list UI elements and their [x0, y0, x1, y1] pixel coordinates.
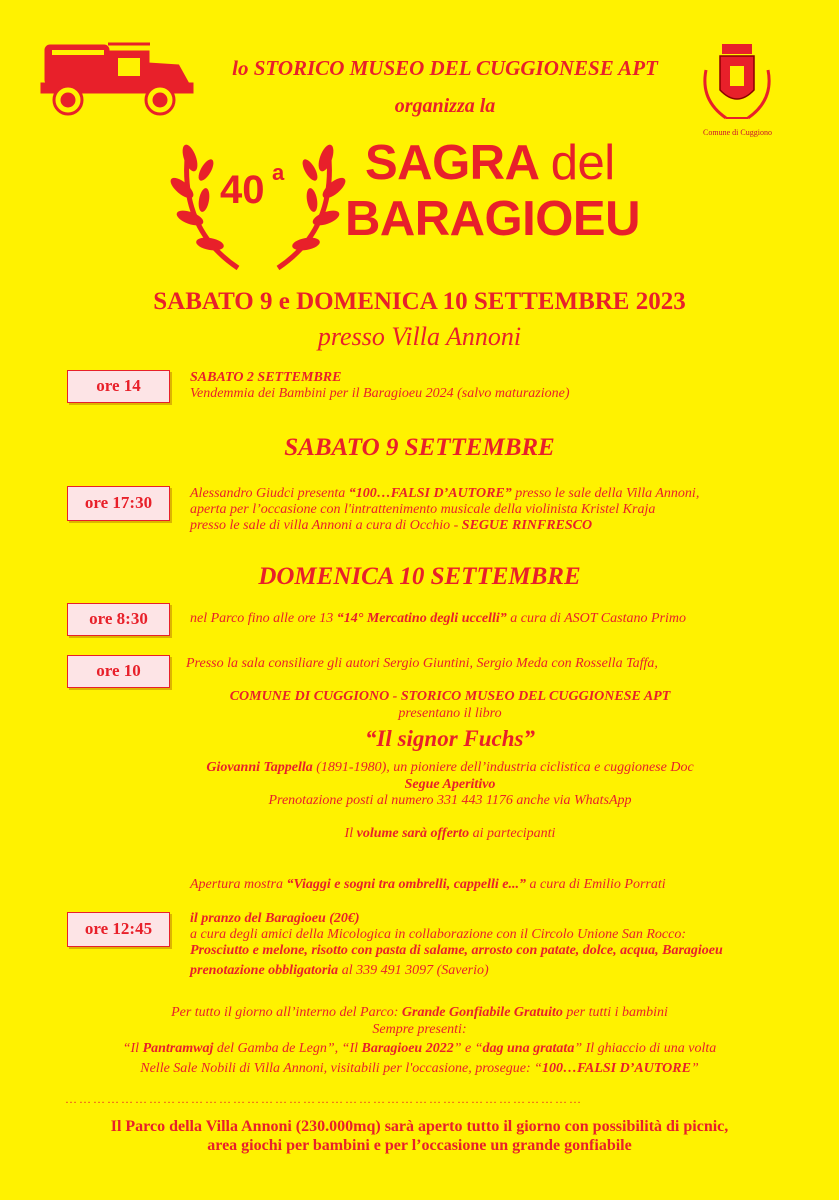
- allday-always-present: Sempre presenti:: [372, 1022, 467, 1037]
- organizes-text: organizza la: [394, 95, 496, 117]
- pre-event-text: SABATO 2 SETTEMBRE Vendemmia dei Bambini per il Baragioeu 2024 (salvo maturazione): [190, 370, 570, 401]
- time-box-10: ore 10: [67, 655, 170, 688]
- allday-gonfiabile: Per tutto il giorno all’interno del Parco: Grande Gonfiabile Gratuito per tutti i bambini: [171, 1005, 668, 1020]
- volume-offer: Il volume sarà offerto ai partecipanti: [344, 826, 556, 841]
- aperitivo-text: Segue Aperitivo: [404, 777, 496, 792]
- event-title-line2: BARAGIOEU: [345, 192, 640, 246]
- book-presenters: COMUNE DI CUGGIONO - STORICO MUSEO DEL CUGGIONESE APT: [229, 689, 671, 704]
- time-box-pre-event: ore 14: [67, 370, 170, 403]
- coat-of-arms-label: Comune di Cuggiono: [703, 128, 772, 137]
- venue: presso Villa Annoni: [317, 322, 522, 351]
- laurel-wreath-icon: [168, 118, 348, 273]
- footer-note: Il Parco della Villa Annoni (230.000mq) sarà aperto tutto il giorno con possibilità di picnic, area giochi per bambini e per l’occasione un grande gonfiabile: [110, 1118, 729, 1154]
- allday-exhibition: Nelle Sale Nobili di Villa Annoni, visitabili per l'occasione, prosegue: “100…FALSI D’AUTORE”: [140, 1061, 699, 1076]
- sunday-heading: DOMENICA 10 SETTEMBRE: [258, 563, 581, 590]
- book-description: Giovanni Tappella (1891-1980), un pioniere dell’industria ciclistica e cuggionese Doc: [206, 760, 694, 775]
- lunch-event-text: il pranzo del Baragioeu (20€) a cura degli amici della Micologica in collaborazione con il Circolo Unione San Rocco: Prosciutto e melone, risotto con pasta di salame, arrosto con patate, dolce, acqua, Baragioeu prenotazione obbligatoria al 339 491 3097 (Saverio): [190, 911, 723, 978]
- time-box-1245: ore 12:45: [67, 912, 170, 947]
- booking-info: Prenotazione posti al numero 331 443 1176 anche via WhatsApp: [268, 793, 632, 808]
- book-presents-text: presentano il libro: [398, 706, 502, 721]
- time-box-saturday: ore 17:30: [67, 486, 170, 521]
- main-dates: SABATO 9 e DOMENICA 10 SETTEMBRE 2023: [153, 288, 686, 315]
- allday-attractions: “Il Pantramwaj del Gamba de Legn”, “Il Baragioeu 2022” e “dag una gratata” Il ghiaccio di una volta: [122, 1041, 717, 1056]
- coat-of-arms-icon: [696, 40, 778, 132]
- book-presentation-intro: Presso la sala consiliare gli autori Sergio Giuntini, Sergio Meda con Rossella Taffa,: [186, 656, 658, 671]
- exhibition-text: Apertura mostra “Viaggi e sogni tra ombrelli, cappelli e...” a cura di Emilio Porrati: [190, 877, 666, 892]
- vintage-truck-icon: [38, 36, 198, 120]
- edition-number: 40: [220, 168, 265, 212]
- organizer-name: lo STORICO MUSEO DEL CUGGIONESE APT: [232, 56, 658, 80]
- saturday-heading: SABATO 9 SETTEMBRE: [284, 434, 555, 461]
- saturday-event-text: Alessandro Giudci presenta “100…FALSI D’AUTORE” presso le sale della Villa Annoni, aperta per l’occasione con l'intrattenimento musicale della violinista Kristel Kraja presso le sale di villa Annoni a cura di Occhio - SEGUE RINFRESCO: [190, 486, 700, 533]
- time-box-0830: ore 8:30: [67, 603, 170, 636]
- book-title: “Il signor Fuchs”: [364, 726, 535, 751]
- edition-suffix: a: [272, 160, 285, 185]
- market-event-text: nel Parco fino alle ore 13 “14° Mercatino degli uccelli” a cura di ASOT Castano Primo: [190, 611, 686, 626]
- event-title-line1: SAGRA del: [365, 136, 615, 190]
- dotted-divider: …………………………………………………………………………………………………: [65, 1092, 583, 1106]
